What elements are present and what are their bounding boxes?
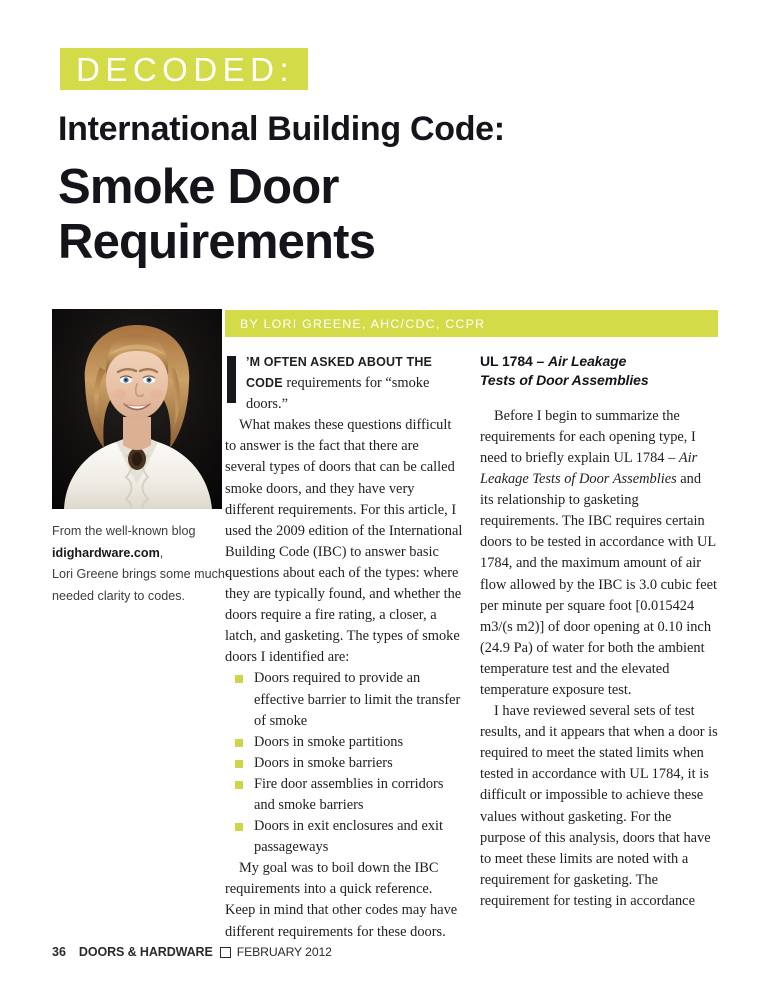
lead-rest-text: requirements for “smoke doors.”	[246, 375, 430, 413]
byline-bar	[225, 310, 718, 337]
headline-line-1: Smoke Door	[58, 160, 339, 214]
list-item	[235, 753, 463, 774]
list-item-label: Doors in exit enclosures and exit passageways	[254, 818, 444, 856]
issue-date: FEBRUARY 2012	[236, 945, 332, 959]
photo-caption	[52, 521, 232, 608]
page-number: 36	[52, 945, 66, 959]
list-item	[235, 816, 463, 858]
byline-text: BY LORI GREENE, AHC/CDC, CCPR	[240, 316, 486, 331]
page-title	[58, 160, 375, 270]
subhead-standard-label: UL 1784 –	[480, 353, 549, 369]
caption-line-1: From the well-known blog	[52, 524, 196, 538]
caption-blog-name: idighardware.com	[52, 545, 160, 560]
smoke-door-types-list	[225, 668, 463, 858]
section-subhead	[480, 352, 718, 390]
drop-cap-letter-i	[227, 356, 236, 403]
body-column-right	[480, 352, 718, 912]
caption-comma: ,	[159, 545, 164, 560]
decoded-banner-label: DECODED:	[76, 50, 295, 88]
headline-line-2: Requirements	[58, 214, 376, 269]
list-item	[235, 774, 463, 816]
bullet-square-icon	[235, 781, 243, 789]
publication-name: DOORS & HARDWARE	[78, 945, 213, 959]
list-item-label: Doors in smoke barriers	[254, 754, 393, 771]
right-para-1-part-a: Before I begin to summarize the requirements for each opening type, I need to briefly explain UL 1784 –	[480, 407, 696, 466]
right-para-1-part-b: and its relationship to gasketing requirements. The IBC requires certain doors to be tested in accordance with UL 1784, and the maximum amount of air flow allowed by the IBC is 3.0 cubic feet per minute per square foot [0.015424 m3/(s m2)] of door opening at 0.10 inch (24.9 Pa) of water for both the ambient temperature test and the elevated temperature exposure test.	[480, 471, 717, 698]
right-paragraph-2: I have reviewed several sets of test results, and it appears that when a door is required to meet the stated limits when tested in accordance with UL 1784, it is difficult or impossible to achieve these values without gasketing. For the purpose of this analysis, doors that have to meet these limits are noted with a requirement for gasketing. The requirement for testing in accordance	[480, 703, 718, 909]
left-paragraph-3: My goal was to boil down the IBC requirements into a quick reference. Keep in mind that other codes may have different requirements for these doors.	[225, 860, 458, 940]
bullet-square-icon	[235, 675, 243, 683]
list-item	[235, 732, 463, 753]
right-paragraph-1	[480, 406, 718, 701]
decoded-banner	[60, 48, 308, 90]
author-photo	[52, 309, 222, 509]
left-paragraph-2: What makes these questions difficult to answer is the fact that there are several types of doors that can be called smoke doors, and they have very different requirements. For this article, I used the 2009 edition of the International Building Code (IBC) to answer basic questions about each of the types: where they are typically found, and whether the doors require a fire rating, a closer, a latch, and gasketing. The types of smoke doors I identified are:	[225, 417, 463, 666]
headline-kicker: International Building Code:	[58, 110, 505, 148]
subhead-italic-line-2: Tests of Door Assemblies	[480, 371, 649, 388]
list-item-label: Doors required to provide an effective barrier to limit the transfer of smoke	[254, 670, 461, 729]
lead-bold-text: ’M OFTEN ASKED ABOUT THE CODE	[246, 355, 433, 391]
author-portrait-illustration	[52, 309, 222, 509]
square-outline-icon	[220, 947, 231, 958]
list-item-label: Fire door assemblies in corridors and smoke barriers	[254, 775, 444, 813]
bullet-square-icon	[235, 739, 243, 747]
bullet-square-icon	[235, 823, 243, 831]
lead-paragraph	[225, 352, 463, 415]
list-item-label: Doors in smoke partitions	[254, 733, 404, 750]
list-item	[235, 668, 463, 731]
subhead-italic-line-1: Air Leakage	[548, 353, 627, 369]
right-para-1-italic-title: Air Leakage Tests of Door Assemblies	[480, 449, 698, 488]
caption-rest: Lori Greene brings some much-needed clarity to codes.	[52, 567, 230, 603]
bullet-square-icon	[235, 760, 243, 768]
page-footer	[52, 945, 332, 959]
body-column-left	[225, 352, 463, 943]
